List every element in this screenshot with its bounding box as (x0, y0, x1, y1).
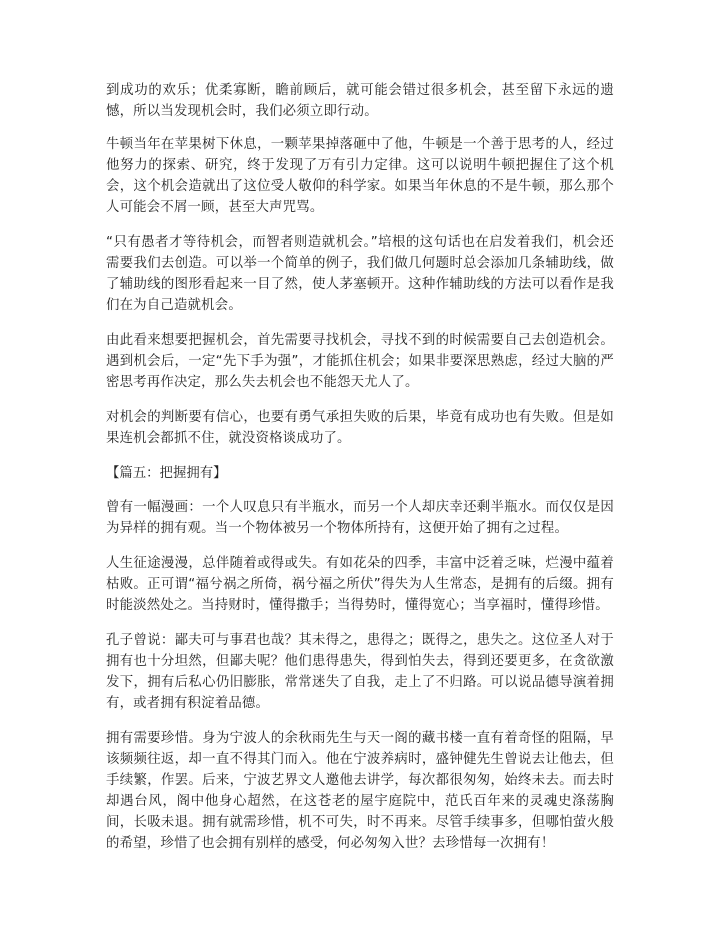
paragraph: 由此看来想要把握机会，首先需要寻找机会，寻找不到的时候需要自己去创造机会。遇到机会后，一定“先下手为强”，才能抓住机会；如果非要深思熟虑，经过大脑的严密思考再作决定，那么失去机会也不能怨天尤人了。 (106, 333, 614, 390)
paragraph: 到成功的欢乐；优柔寡断，瞻前顾后，就可能会错过很多机会，甚至留下永远的遗憾，所以当发现机会时，我们必须立即行动。 (106, 83, 614, 119)
paragraph: 曾有一幅漫画：一个人叹息只有半瓶水，而另一个人却庆幸还剩半瓶水。而仅仅是因为异样的拥有观。当一个物体被另一个物体所持有，这便开始了拥有之过程。 (106, 500, 614, 536)
paragraph: 人生征途漫漫，总伴随着或得或失。有如花朵的四季，丰富中泛着乏味，烂漫中蕴着枯败。正可谓“福兮祸之所倚，祸兮福之所伏”得失为人生常态，是拥有的后缀。拥有时能淡然处之。当持财时，懂得撒手；当得势时，懂得宽心；当享福时，懂得珍惜。 (106, 556, 614, 613)
section-heading: 【篇五：把握拥有】 (106, 466, 227, 481)
paragraph: 孔子曾说：鄙夫可与事君也哉？其未得之，患得之；既得之，患失之。这位圣人对于拥有也十分坦然，但鄙夫呢？他们患得患失，得到怕失去，得到还要更多，在贪欲激发下，拥有后私心仍旧膨胀，常常迷失了自我，走上了不归路。可以说品德导演着拥有，或者拥有积淀着品德。 (106, 633, 614, 711)
paragraph: 对机会的判断要有信心，也要有勇气承担失败的后果，毕竟有成功也有失败。但是如果连机会都抓不住，就没资格谈成功了。 (106, 410, 614, 446)
document-body (106, 80, 614, 868)
paragraph: 拥有需要珍惜。身为宁波人的余秋雨先生与天一阁的藏书楼一直有着奇怪的阻隔，早该频频往返，却一直不得其门而入。他在宁波养病时，盛钟健先生曾说去让他去，但手续繁，作罢。后来，宁波艺界文人邀他去讲学，每次都很匆匆，始终未去。而去时却遇台风，阁中他身心超然，在这苍老的屋宇庭院中，范氏百年来的灵魂史涤荡胸间，长吸未退。拥有就需珍惜，机不可失，时不再来。尽管手续事多，但哪怕萤火般的希望，珍惜了也会拥有别样的感受，何必匆匆入世？去珍惜每一次拥有！ (106, 731, 614, 851)
paragraph: 牛顿当年在苹果树下休息，一颗苹果掉落砸中了他，牛顿是一个善于思考的人，经过他努力的探索、研究，终于发现了万有引力定律。这可以说明牛顿把握住了这个机会，这个机会造就出了这位受人敬仰的科学家。如果当年休息的不是牛顿，那么那个人可能会不屑一顾，甚至大声咒骂。 (106, 137, 614, 215)
paragraph: “只有愚者才等待机会，而智者则造就机会。”培根的这句话也在启发着我们，机会还需要我们去创造。可以举一个简单的例子，我们做几何题时总会添加几条辅助线，做了辅助线的图形看起来一目了然，使人茅塞顿开。这种作辅助线的方法可以看作是我们在为自己造就机会。 (106, 235, 614, 313)
